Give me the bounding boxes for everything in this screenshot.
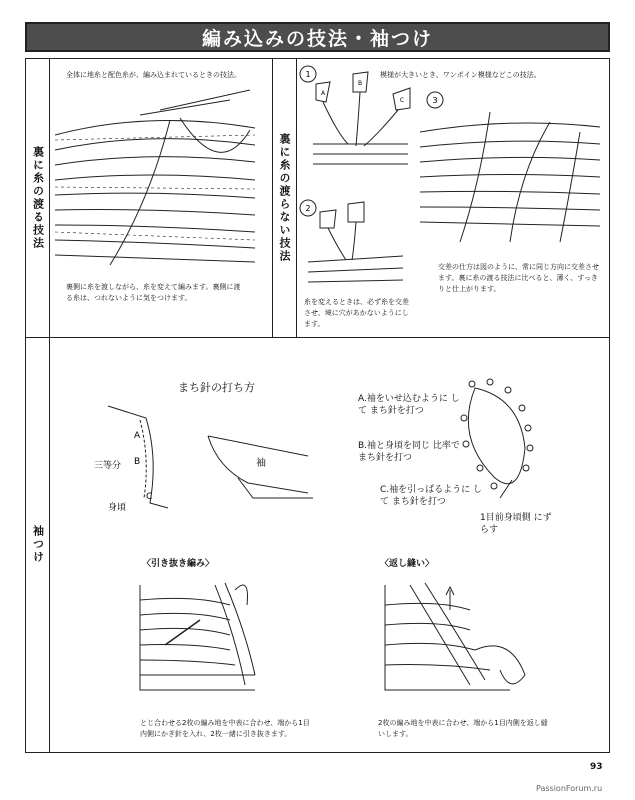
side-label-sleeve-text: 袖つけ <box>31 525 45 564</box>
floats-caption-bottom: 裏側に糸を渡しながら、糸を変えて編みます。裏側に渡る糸は、つれないように気をつけます。 <box>66 283 241 302</box>
side-label-floats <box>26 59 50 337</box>
sleeve-cap-pin-diagram <box>460 378 540 508</box>
floats-caption-top: 全体に地糸と配色糸が、編み込まれているときの技法。 <box>66 71 241 79</box>
side-label-sleeve <box>26 337 50 752</box>
no-float-caption-top: 模様が大きいとき、ワンポイン模様などこの技法。 <box>380 71 541 79</box>
slip-stitch-illustration <box>135 575 265 695</box>
backstitch-illustration <box>380 575 530 695</box>
sleeve-label: 袖 <box>256 458 266 469</box>
page-header <box>25 22 610 52</box>
bobbin-a-label: A <box>320 90 326 97</box>
bobbin-diagram-1 <box>298 64 418 174</box>
floats-knitting-illustration <box>50 90 260 275</box>
step1-label: 1 <box>305 70 311 79</box>
body-label: 身頃 <box>108 503 127 513</box>
step2-label: 2 <box>305 204 311 213</box>
page-title: 編み込みの技法・袖つけ <box>201 27 433 50</box>
side-label-no-floats-text: 裏に糸の渡らない技法 <box>278 133 291 263</box>
backstitch-title: 〈返し縫い〉 <box>380 559 435 569</box>
side-label-floats-text: 裏に糸の渡る技法 <box>31 146 45 250</box>
pin-label-c: C <box>146 492 153 502</box>
bobbin-diagram-2 <box>298 198 408 290</box>
watermark: PassionForum.ru <box>536 784 603 793</box>
backstitch-caption: 2枚の編み地を中表に合わせ、端から1目内側を返し縫いします。 <box>378 719 548 738</box>
pin-label-b: B <box>134 457 141 467</box>
bobbin-c-label: C <box>399 97 405 104</box>
side-label-no-floats <box>272 59 296 337</box>
page-number: 93 <box>590 762 603 772</box>
bobbin-b-label: B <box>357 80 363 87</box>
no-float-caption-change: 糸を変えるときは、必ず糸を交差させ、境に穴があかないようにします。 <box>304 298 409 328</box>
pin-note-b: B.袖と身頃を同じ 比率でまち針を打つ <box>358 441 460 463</box>
column-divider-2 <box>296 59 297 337</box>
pin-note-a: A.袖をいせ込むように して まち針を打つ <box>358 394 460 416</box>
step3-label: 3 <box>432 96 438 105</box>
bobbin-diagram-3 <box>420 92 605 252</box>
no-float-caption-cross: 交差の仕方は図のように、常に同じ方向に交差させます。裏に糸の渡る技法に比べると、薄く、すっきりと仕上がります。 <box>438 263 599 293</box>
pin-label-a: A <box>134 431 141 441</box>
slip-stitch-title: 〈引き抜き編み〉 <box>142 559 215 569</box>
pin-body-sleeve-diagram <box>94 398 318 518</box>
pin-title: まち針の打ち方 <box>178 381 255 394</box>
pin-note-c: C.袖を引っぱるように して まち針を打つ <box>380 485 483 507</box>
pin-note-d: 1目前身頃側 にずらす <box>480 513 552 535</box>
three-equal-label: 三等分 <box>94 461 122 471</box>
section-divider <box>26 337 609 338</box>
slip-stitch-caption: とじ合わせる2枚の編み地を中表に合わせ、端から1目内側にかぎ針を入れ、2枚一緒に引き抜きます。 <box>140 719 310 738</box>
